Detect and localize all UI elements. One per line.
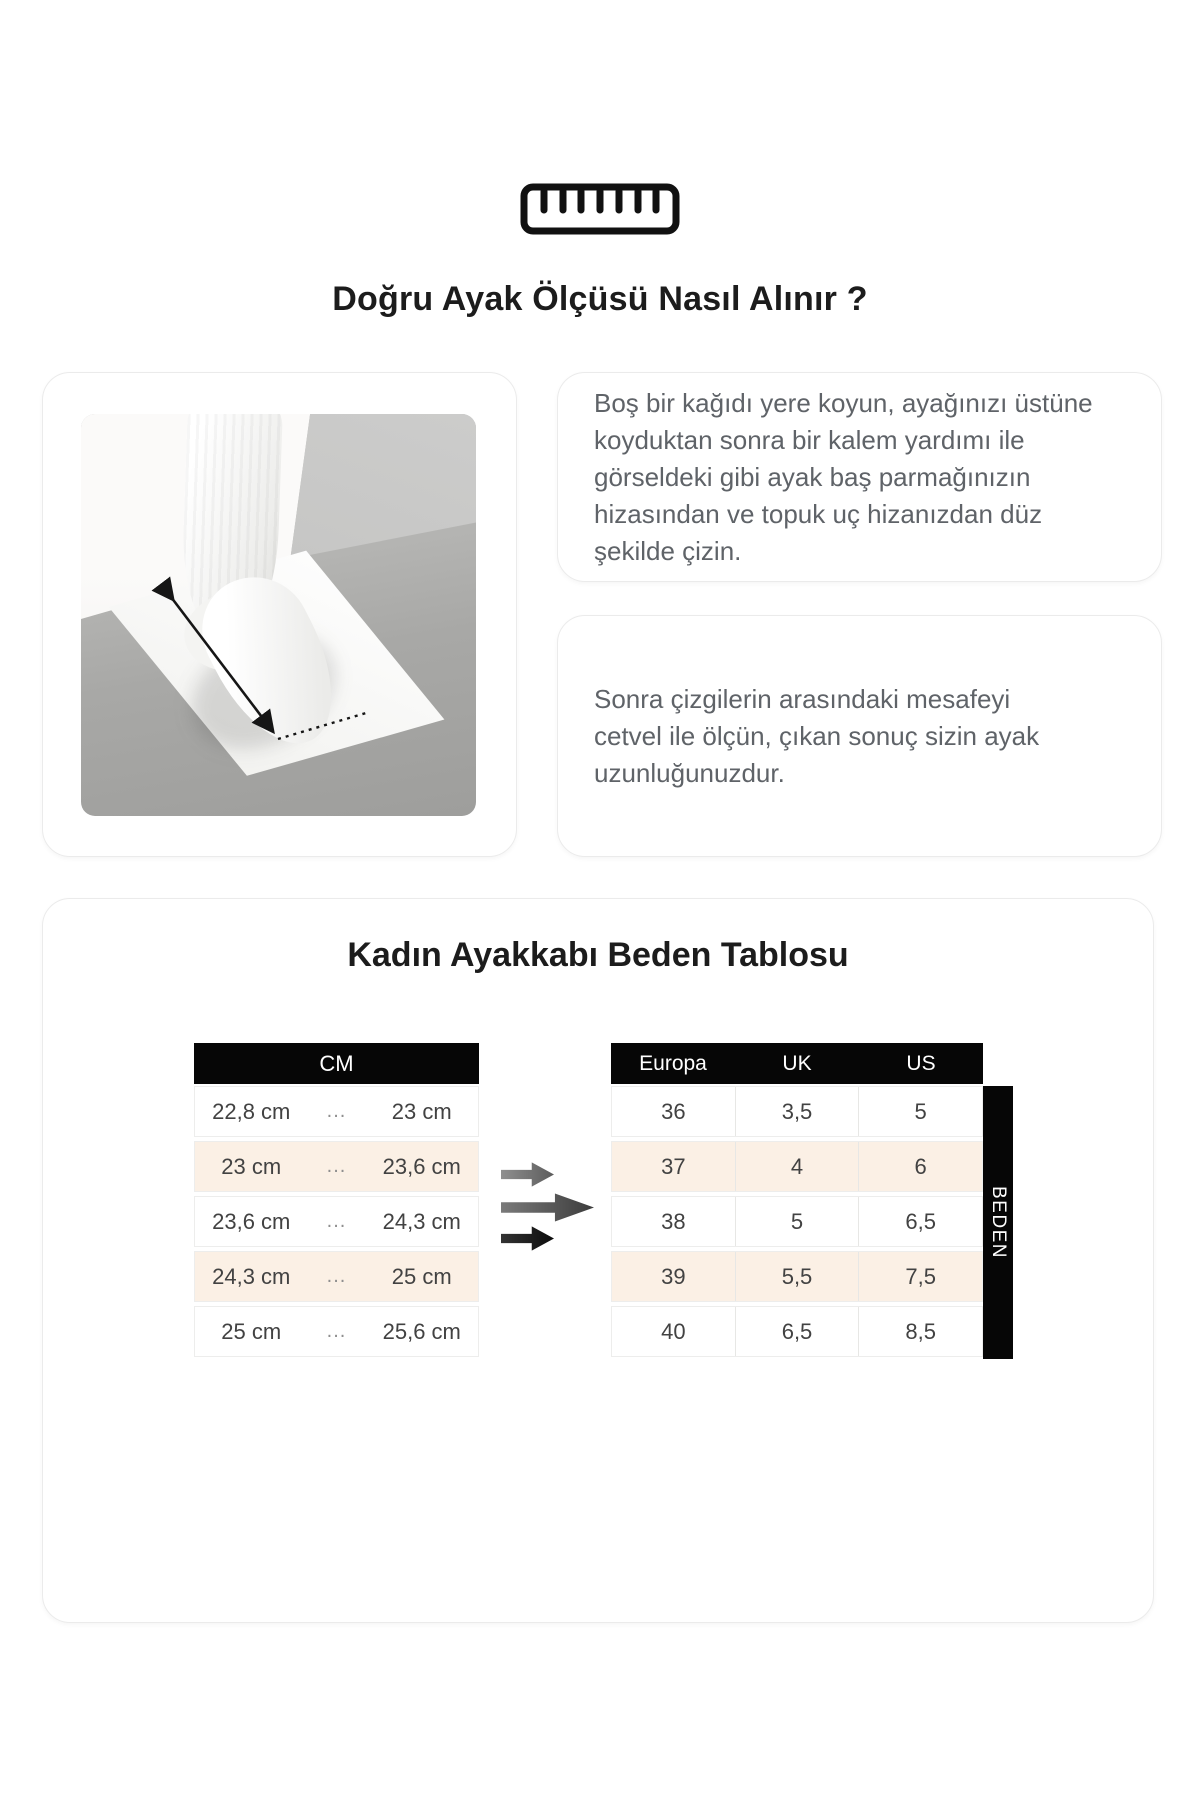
size-table-card xyxy=(42,898,1154,1623)
size-table-row xyxy=(611,1141,983,1192)
cm-to: 23,6 cm xyxy=(382,1153,461,1179)
ruler-icon xyxy=(0,183,1200,235)
cm-from: 25 cm xyxy=(221,1318,282,1344)
cm-table-header xyxy=(194,1043,479,1084)
col-header-us: US xyxy=(906,1051,936,1075)
cm-from: 23 cm xyxy=(221,1153,282,1179)
cm-to: 25,6 cm xyxy=(382,1318,461,1344)
size-table-header-row xyxy=(611,1043,983,1084)
size-us: 5 xyxy=(914,1098,927,1124)
size-uk: 6,5 xyxy=(736,1307,860,1356)
page-title: Doğru Ayak Ölçüsü Nasıl Alınır ? xyxy=(332,280,868,318)
cm-table-row xyxy=(194,1141,479,1192)
size-table-row xyxy=(611,1306,983,1357)
cm-table-row xyxy=(194,1196,479,1247)
cm-from: 22,8 cm xyxy=(212,1098,291,1124)
cm-table-row xyxy=(194,1306,479,1357)
instruction-text-1 xyxy=(558,385,1133,570)
instruction-1-line: koyduktan sonra bir kalem yardımı ile xyxy=(594,424,1025,455)
measurement-photo-card xyxy=(42,372,517,857)
measurement-arrow-icon xyxy=(81,414,476,816)
range-dots: ... xyxy=(326,1265,347,1287)
range-dots: ... xyxy=(326,1155,347,1177)
size-table-row xyxy=(611,1196,983,1247)
cm-to: 23 cm xyxy=(391,1098,452,1124)
instruction-1-line: hizasından ve topuk uç hizanızdan düz xyxy=(594,498,1043,529)
instruction-card-1 xyxy=(557,372,1162,582)
conversion-arrows-icon xyxy=(501,1161,601,1253)
size-table-title: Kadın Ayakkabı Beden Tablosu xyxy=(347,936,849,974)
size-us: 8,5 xyxy=(905,1318,936,1344)
size-table-row xyxy=(611,1251,983,1302)
size-table-row xyxy=(611,1086,983,1137)
size-europa: 40 xyxy=(612,1307,736,1356)
size-uk: 5 xyxy=(736,1197,860,1246)
instruction-1-line: şekilde çizin. xyxy=(594,535,742,566)
ruler-icon-svg xyxy=(520,183,680,235)
cm-table-row xyxy=(194,1251,479,1302)
instruction-1-line: görseldeki gibi ayak baş parmağınızın xyxy=(594,461,1031,492)
beden-side-label: BEDEN xyxy=(983,1086,1013,1359)
instruction-2-line: uzunluğunuzdur. xyxy=(594,757,785,788)
cm-table-row xyxy=(194,1086,479,1137)
range-dots: ... xyxy=(326,1100,347,1122)
cm-from: 23,6 cm xyxy=(212,1208,291,1234)
size-uk: 5,5 xyxy=(736,1252,860,1301)
size-europa: 36 xyxy=(612,1087,736,1136)
instruction-1-line: Boş bir kağıdı yere koyun, ayağınızı üstüne xyxy=(594,387,1093,418)
size-us: 6,5 xyxy=(905,1208,936,1234)
size-europa: 37 xyxy=(612,1142,736,1191)
col-header-uk: UK xyxy=(782,1051,812,1075)
arrow-right-icon xyxy=(501,1225,554,1252)
size-uk: 4 xyxy=(736,1142,860,1191)
cm-from: 24,3 cm xyxy=(212,1263,291,1289)
cm-to: 24,3 cm xyxy=(382,1208,461,1234)
instruction-2-line: cetvel ile ölçün, çıkan sonuç sizin ayak xyxy=(594,720,1040,751)
cm-to: 25 cm xyxy=(391,1263,452,1289)
range-dots: ... xyxy=(326,1210,347,1232)
cm-header-label: CM xyxy=(319,1050,354,1076)
size-us: 6 xyxy=(914,1153,927,1179)
size-uk: 3,5 xyxy=(736,1087,860,1136)
size-europa: 38 xyxy=(612,1197,736,1246)
instruction-text-2 xyxy=(558,681,1079,792)
col-header-europa: Europa xyxy=(639,1051,707,1075)
arrow-right-icon xyxy=(501,1192,594,1223)
size-europa: 39 xyxy=(612,1252,736,1301)
range-dots: ... xyxy=(326,1320,347,1342)
instruction-2-line: Sonra çizgilerin arasındaki mesafeyi xyxy=(594,683,1011,714)
arrow-right-icon xyxy=(501,1161,554,1188)
foot-measurement-photo xyxy=(81,414,476,816)
instruction-card-2 xyxy=(557,615,1162,857)
size-us: 7,5 xyxy=(905,1263,936,1289)
